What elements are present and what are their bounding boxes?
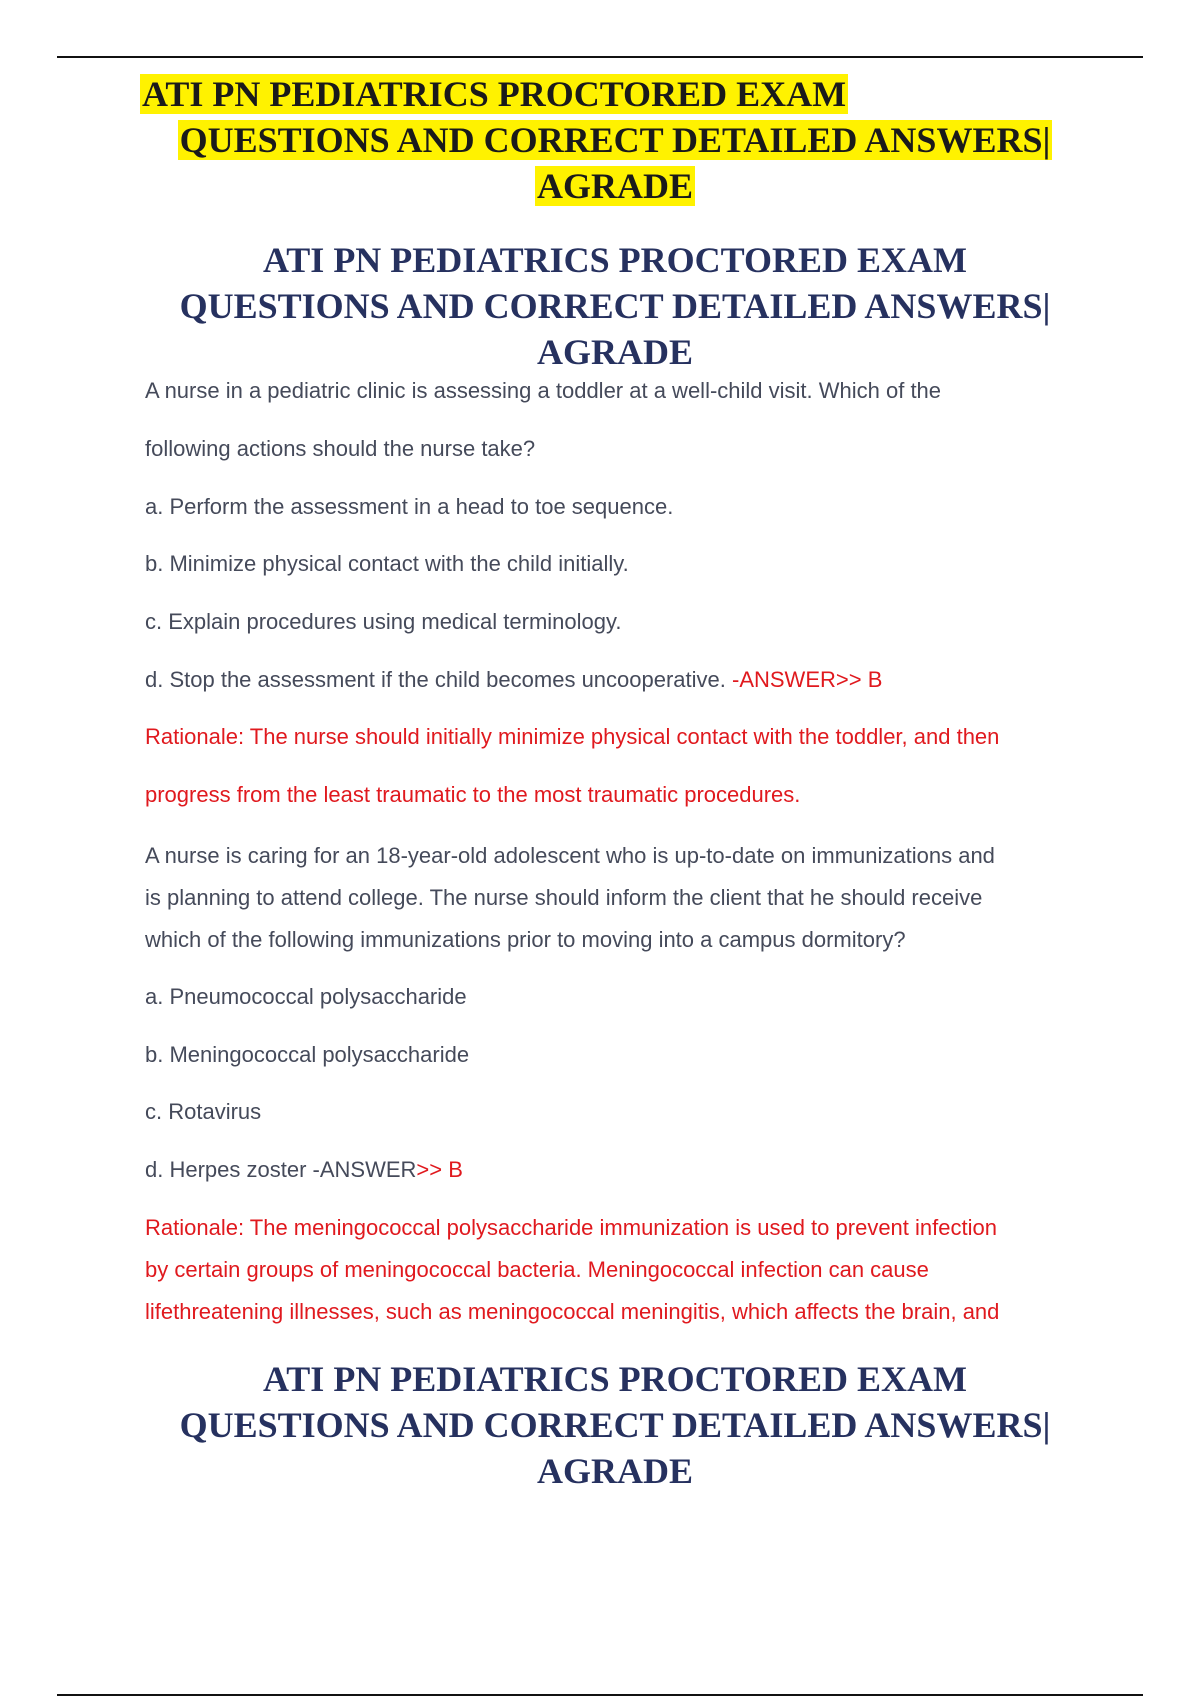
question-1-answer: -ANSWER>> B — [732, 667, 883, 692]
footer-title-line-2: QUESTIONS AND CORRECT DETAILED ANSWERS| — [179, 1405, 1051, 1445]
question-2-stem-line-2: is planning to attend college. The nurse should inform the client that he should receive — [145, 885, 983, 910]
question-2-option-d-text: d. Herpes zoster — [145, 1157, 313, 1182]
footer-title — [140, 1356, 1090, 1494]
highlighted-document-title — [140, 71, 1090, 209]
question-2-rationale-line-2: by certain groups of meningococcal bacteria. Meningococcal infection can cause — [145, 1257, 929, 1282]
highlighted-title-line-2: QUESTIONS AND CORRECT DETAILED ANSWERS| — [179, 120, 1051, 160]
footer-title-line-3: AGRADE — [536, 1451, 693, 1491]
question-1 — [145, 376, 1145, 810]
question-1-rationale-line-2: progress from the least traumatic to the most traumatic procedures. — [145, 782, 801, 807]
question-2-answer: >> B — [416, 1157, 463, 1182]
highlighted-title-line-1: ATI PN PEDIATRICS PROCTORED EXAM — [142, 74, 847, 114]
question-1-rationale-line-1: Rationale: The nurse should initially minimize physical contact with the toddler, and then — [145, 724, 1000, 749]
question-2-rationale-line-1: Rationale: The meningococcal polysaccharide immunization is used to prevent infection — [145, 1215, 997, 1240]
question-2-option-b: b. Meningococcal polysaccharide — [145, 1042, 470, 1067]
question-2-option-a: a. Pneumococcal polysaccharide — [145, 984, 467, 1009]
question-2-stem-line-1: A nurse is caring for an 18-year-old adolescent who is up-to-date on immunizations and — [145, 843, 995, 868]
question-2-answer-prefix: -ANSWER — [312, 1157, 417, 1182]
question-2-option-c: c. Rotavirus — [145, 1099, 262, 1124]
question-2-option-d — [145, 1155, 1145, 1185]
highlighted-title-line-3: AGRADE — [536, 166, 693, 206]
question-2-stem-line-3: which of the following immunizations prior to moving into a campus dormitory? — [145, 927, 906, 952]
question-1-stem-line-1: A nurse in a pediatric clinic is assessing a toddler at a well-child visit. Which of the — [145, 378, 942, 403]
question-2 — [145, 841, 1145, 1327]
bottom-divider — [57, 1694, 1143, 1696]
question-1-option-a: a. Perform the assessment in a head to toe sequence. — [145, 494, 674, 519]
page-title — [140, 237, 1090, 375]
question-1-option-b: b. Minimize physical contact with the child initially. — [145, 551, 629, 576]
question-2-rationale-line-3: lifethreatening illnesses, such as meningococcal meningitis, which affects the brain, and — [145, 1299, 1000, 1324]
page-title-line-1: ATI PN PEDIATRICS PROCTORED EXAM — [262, 240, 968, 280]
question-1-option-d — [145, 665, 1145, 695]
top-divider — [57, 56, 1143, 58]
question-1-option-c: c. Explain procedures using medical terminology. — [145, 609, 622, 634]
page-title-line-3: AGRADE — [536, 332, 693, 372]
question-1-stem-line-2: following actions should the nurse take? — [145, 436, 536, 461]
footer-title-line-1: ATI PN PEDIATRICS PROCTORED EXAM — [262, 1359, 968, 1399]
question-1-option-d-text: d. Stop the assessment if the child becomes uncooperative. — [145, 667, 732, 692]
page-title-line-2: QUESTIONS AND CORRECT DETAILED ANSWERS| — [179, 286, 1051, 326]
